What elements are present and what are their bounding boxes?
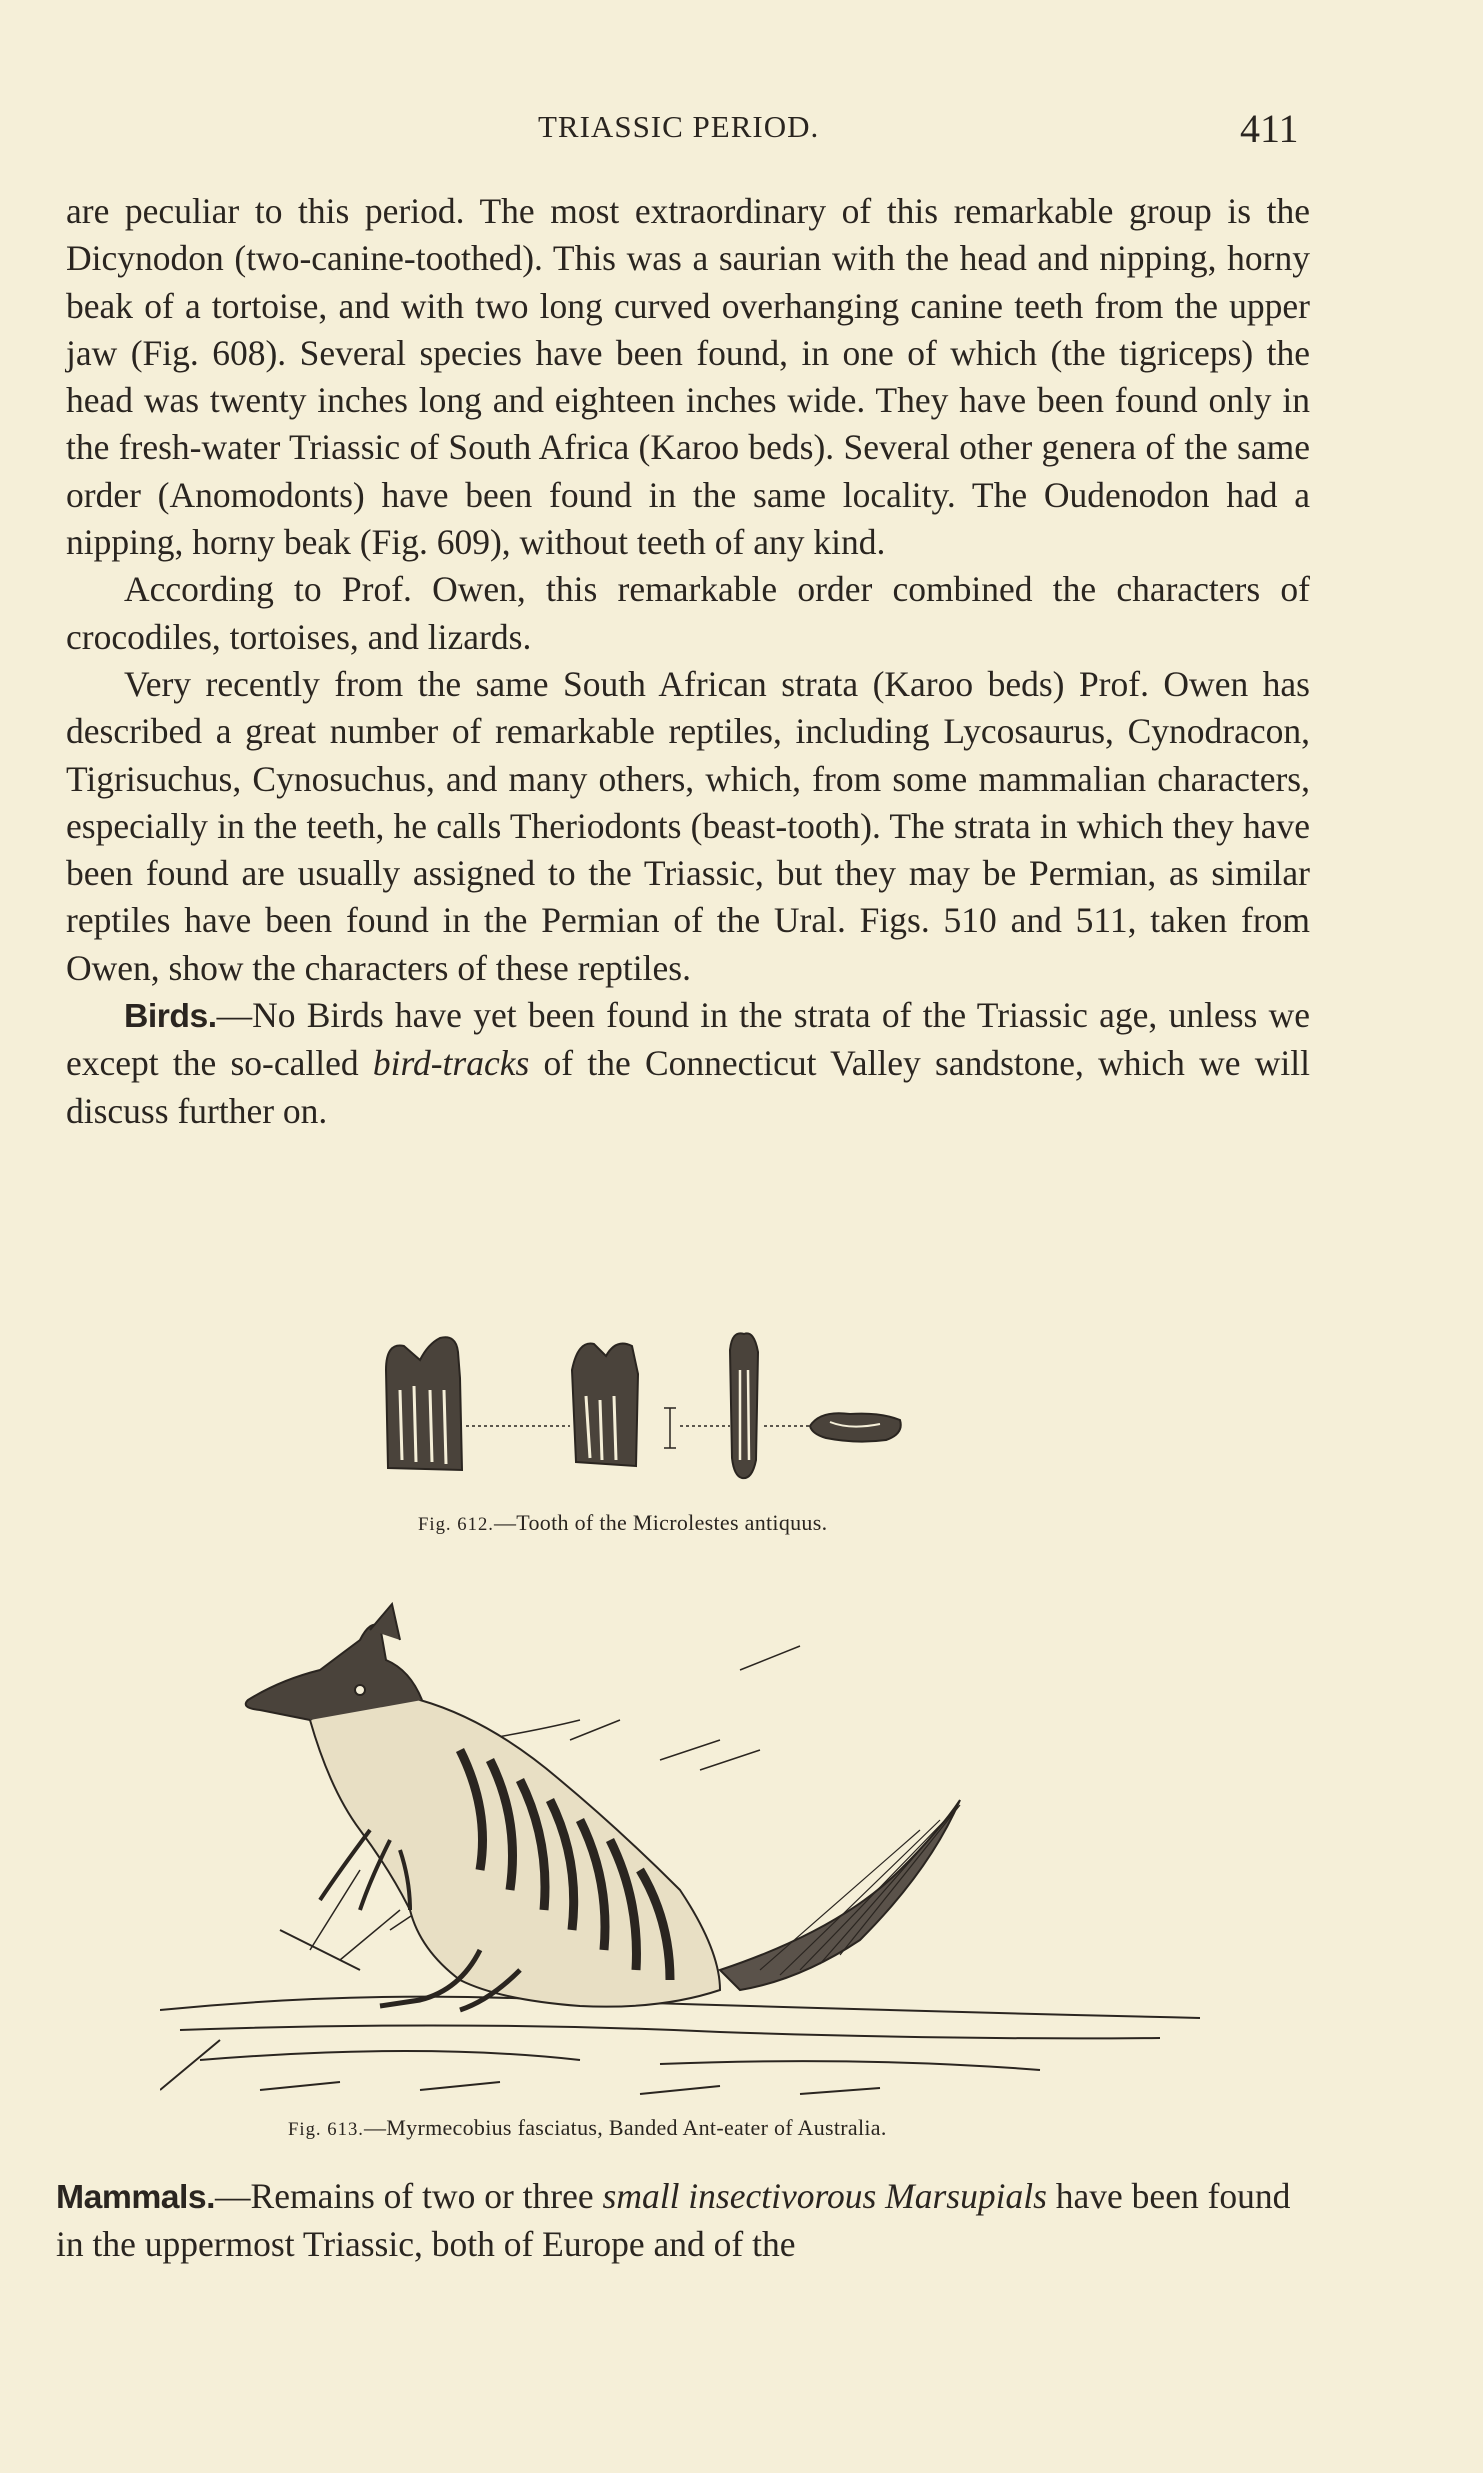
- mammals-heading: Mammals.: [56, 2178, 216, 2216]
- figure-613-caption: [288, 2115, 1188, 2141]
- bottom-text: [56, 2173, 1300, 2269]
- numbat-tail: [720, 1800, 960, 1990]
- figure-612-caption: [418, 1510, 1118, 1536]
- tooth-view-1: [386, 1337, 462, 1470]
- figure-613-numbat-illustration: [160, 1570, 1220, 2110]
- page-number: 411: [1240, 106, 1299, 151]
- figure-613-label: Fig. 613.: [288, 2119, 364, 2140]
- mammals-text-after: have been found in the uppermost Triassic, both of Europe and of the: [56, 2176, 1291, 2265]
- paragraph-dicynodon: are peculiar to this period. The most extraordinary of this remarkable group is the Dicynodon (two-canine-toothed). This was a saurian with the head and nipping, horny beak of a tortoise, and with two long curved overhanging canine teeth from the upper jaw (Fig. 608). Several species have been found, in one of which (the tigriceps) the head was twenty inches long and eighteen inches wide. They have been found only in the fresh-water Triassic of South Africa (Karoo beds). Several other genera of the same order (Anomodonts) have been found in the same locality. The Oudenodon had a nipping, horny beak (Fig. 609), without teeth of any kind.: [66, 191, 1310, 563]
- tooth-view-2: [572, 1344, 638, 1466]
- running-head: [0, 105, 1483, 155]
- birds-text-after: of the Connecticut Valley sandstone, which we will discuss further on.: [66, 1043, 1310, 1131]
- birds-text-before: —No Birds have yet been found in the strata of the Triassic age, unless we except the so-called: [66, 995, 1310, 1084]
- bird-tracks-italic: bird-tracks: [372, 1043, 530, 1084]
- figure-612-label: Fig. 612.: [418, 1514, 494, 1535]
- numbat-eye: [355, 1685, 365, 1695]
- running-title: TRIASSIC PERIOD.: [538, 109, 820, 144]
- paragraph-theriodonts: Very recently from the same South African strata (Karoo beds) Prof. Owen has described a great number of remarkable reptiles, including Lycosaurus, Cynodracon, Tigrisuchus, Cynosuchus, and many others, which, from some mammalian characters, especially in the teeth, he calls Theriodonts (beast-tooth). The strata in which they have been found are usually assigned to the Triassic, but they may be Permian, as similar reptiles have been found in the Permian of the Ural. Figs. 510 and 511, taken from Owen, show the characters of these reptiles.: [66, 663, 1310, 988]
- marsupials-italic: small insectivorous Marsupials: [602, 2176, 1047, 2216]
- birds-heading: Birds.: [124, 997, 217, 1036]
- paragraph-birds: [66, 992, 1310, 1135]
- figure-612-tooth-illustration: [380, 1330, 1020, 1480]
- tooth-view-3: [730, 1333, 758, 1478]
- mammals-text-before: —Remains of two or three: [215, 2176, 603, 2216]
- figure-612-caption-text: —Tooth of the Microlestes antiquus.: [493, 1510, 828, 1535]
- figure-613-caption-text: —Myrmecobius fasciatus, Banded Ant-eater of Australia.: [363, 2115, 887, 2140]
- paragraph-owen-order: According to Prof. Owen, this remarkable order combined the characters of crocodiles, tortoises, and lizards.: [66, 569, 1310, 657]
- body-text: [66, 188, 1310, 1135]
- paragraph-mammals: [56, 2173, 1300, 2269]
